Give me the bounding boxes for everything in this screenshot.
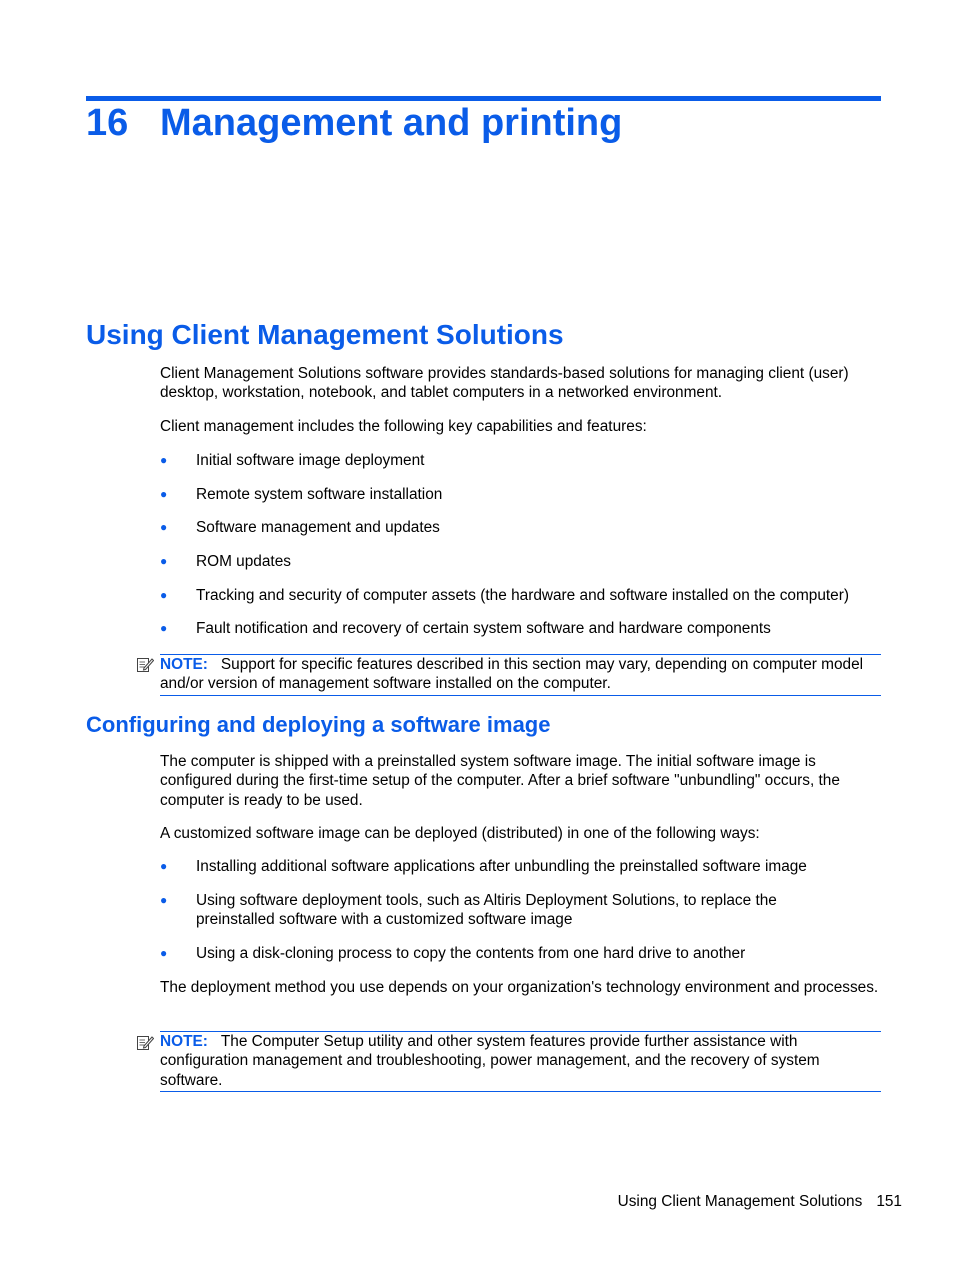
note-text: The Computer Setup utility and other system features provide further assistance with configuration management and troubleshooting, power management, and the recovery of system software. xyxy=(160,1033,820,1089)
note-pencil-icon xyxy=(136,655,154,673)
chapter-title-text: Management and printing xyxy=(160,102,623,144)
subsection-para: The computer is shipped with a preinstalled system software image. The initial software image is configured during the first-time setup of the computer. After a brief software "unbundling" occurs, the computer is ready to be used. xyxy=(160,753,840,809)
bullet-icon: ● xyxy=(160,893,168,907)
bullet-icon: ● xyxy=(160,487,168,501)
note-box xyxy=(160,1031,881,1092)
list-item: ● Tracking and security of computer assets (the hardware and software installed on the computer) xyxy=(160,587,849,604)
list-item: ● Installing additional software applications after unbundling the preinstalled software image xyxy=(160,858,807,875)
subsection-para: A customized software image can be deployed (distributed) in one of the following ways: xyxy=(160,825,760,842)
bullet-icon: ● xyxy=(160,621,168,635)
note-pencil-icon xyxy=(136,1033,154,1051)
features-lead: Client management includes the following key capabilities and features: xyxy=(160,418,647,435)
subsection-heading: Configuring and deploying a software image xyxy=(86,712,551,737)
list-item: ● Software management and updates xyxy=(160,519,440,536)
chapter-title xyxy=(86,100,622,146)
list-item: ● ROM updates xyxy=(160,553,291,570)
section-intro: Client Management Solutions software provides standards-based solutions for managing client (user) desktop, workstation, notebook, and tablet computers in a networked environment. xyxy=(160,365,849,402)
chapter-number: 16 xyxy=(86,102,129,144)
footer-section-name: Using Client Management Solutions xyxy=(617,1193,863,1210)
list-item: ● Using a disk-cloning process to copy the contents from one hard drive to another xyxy=(160,945,746,962)
note-box xyxy=(160,654,881,696)
list-item: ● Fault notification and recovery of certain system software and hardware components xyxy=(160,620,771,637)
bullet-icon: ● xyxy=(160,520,168,534)
bullet-icon: ● xyxy=(160,453,168,467)
list-item: ● Using software deployment tools, such as Altiris Deployment Solutions, to replace the preinstalled software with a customized software image xyxy=(160,892,777,929)
bullet-icon: ● xyxy=(160,946,168,960)
subsection-para: The deployment method you use depends on your organization's technology environment and processes. xyxy=(160,979,879,996)
list-item: ● Initial software image deployment xyxy=(160,452,425,469)
bullet-icon: ● xyxy=(160,859,168,873)
page-number: 151 xyxy=(876,1193,902,1210)
note-text: Support for specific features described in this section may vary, depending on computer model and/or version of management software installed on the computer. xyxy=(160,656,864,693)
section-heading: Using Client Management Solutions xyxy=(86,319,564,350)
page-footer xyxy=(618,1192,902,1211)
note-label: NOTE: xyxy=(160,1033,208,1050)
list-item: ● Remote system software installation xyxy=(160,486,443,503)
bullet-icon: ● xyxy=(160,588,168,602)
bullet-icon: ● xyxy=(160,554,168,568)
note-label: NOTE: xyxy=(160,656,208,673)
